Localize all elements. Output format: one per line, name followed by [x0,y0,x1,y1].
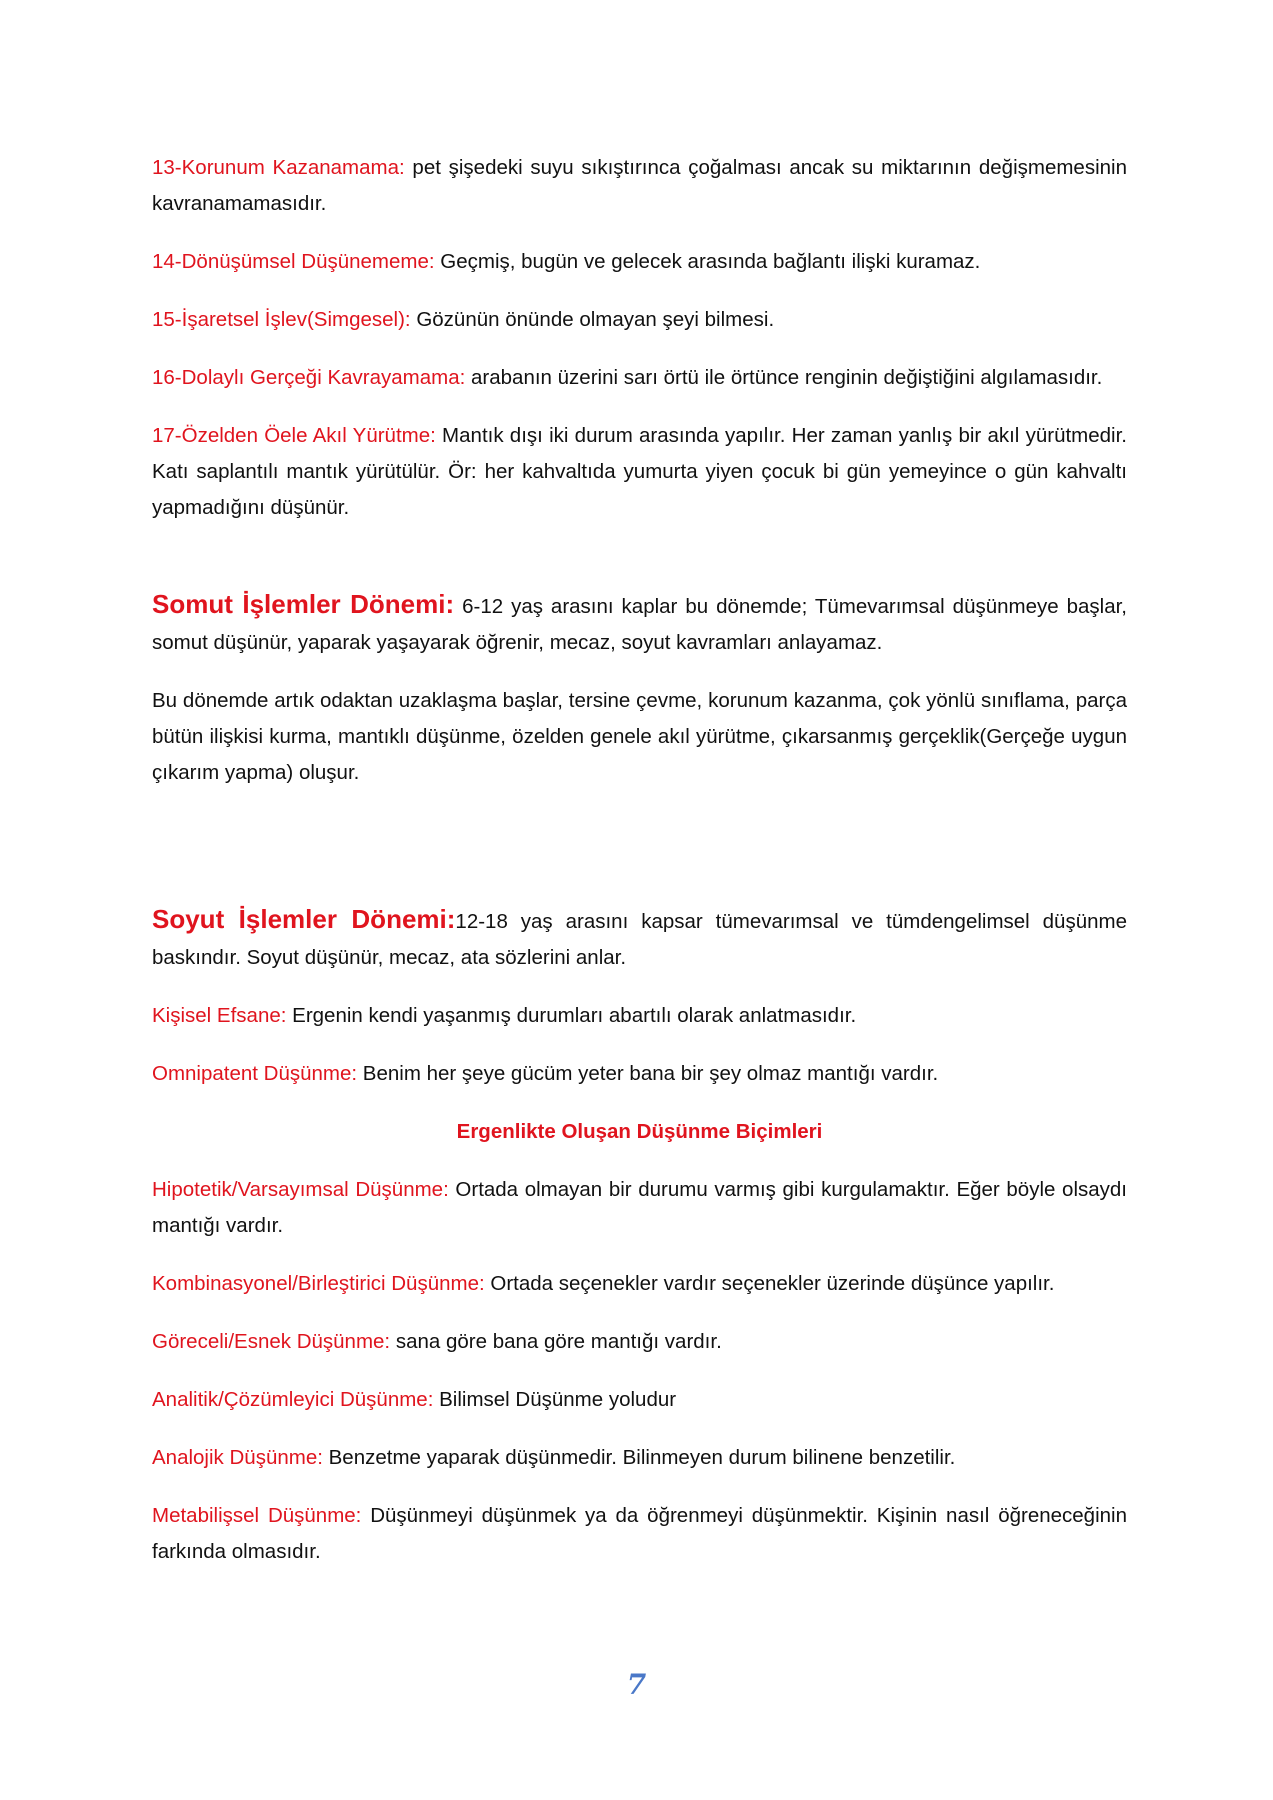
item-analitik [152,1382,1127,1418]
soyut-text: 12-18 yaş arasını kapsar tümevarımsal ve tümdengelimsel düşünme baskındır. Soyut düşünür, mecaz, ata sözlerini anlar. [152,910,1127,969]
item-donusumsel [152,244,1127,280]
item-kombinasyonel [152,1266,1127,1302]
item-analojik [152,1440,1127,1476]
definition: Geçmiş, bugün ve gelecek arasında bağlantı ilişki kuramaz. [434,250,981,273]
definition: sana göre bana göre mantığı vardır. [390,1330,722,1353]
item-korunum [152,150,1127,222]
item-omnipatent [152,1056,1127,1092]
definition: Benzetme yaparak düşünmedir. Bilinmeyen durum bilinene benzetilir. [322,1446,956,1469]
soyut-section [152,901,1127,976]
item-goreceli [152,1324,1127,1360]
page-number: 7 [626,1668,647,1701]
definition: Ergenin kendi yaşanmış durumları abartılı olarak anlatmasıdır. [286,1004,857,1027]
definition: Gözünün önünde olmayan şeyi bilmesi. [410,308,775,331]
term: Omnipatent Düşünme: [152,1062,358,1085]
definition: Benim her şeye gücüm yeter bana bir şey olmaz mantığı vardır. [357,1062,939,1085]
term: Hipotetik/Varsayımsal Düşünme: [152,1178,449,1201]
definition: Ortada seçenekler vardır seçenekler üzerinde düşünce yapılır. [484,1272,1055,1295]
item-dolayli [152,360,1127,396]
item-ozelden [152,418,1127,526]
spacer [152,548,1127,586]
spacer [152,813,1127,901]
definition: Düşünmeyi düşünmek ya da öğrenmeyi düşünmektir. Kişinin nasıl öğreneceğinin farkında olmasıdır. [152,1504,1127,1563]
term: Metabilişsel Düşünme: [152,1504,362,1527]
definition: pet şişedeki suyu sıkıştırınca çoğalması ancak su miktarının değişmemesinin kavranamamasıdır. [152,156,1127,215]
term: 16-Dolaylı Gerçeği Kavrayamama: [152,366,466,389]
document-page [152,150,1127,1592]
definition: Bilimsel Düşünme yoludur [433,1388,677,1411]
term: 13-Korunum Kazanamama: [152,156,405,179]
item-metabilissel [152,1498,1127,1570]
definition: Ortada olmayan bir durumu varmış gibi kurgulamaktır. Eğer böyle olsaydı mantığı vardır. [152,1178,1127,1237]
item-hipotetik [152,1172,1127,1244]
item-isaretsel [152,302,1127,338]
term: Analojik Düşünme: [152,1446,323,1469]
term: Göreceli/Esnek Düşünme: [152,1330,391,1353]
section-title: Ergenlikte Oluşan Düşünme Biçimleri [456,1120,823,1143]
term: 14-Dönüşümsel Düşünememe: [152,250,435,273]
definition: Mantık dışı iki durum arasında yapılır. Her zaman yanlış bir akıl yürütmedir. Katı saplantılı mantık yürütülür. Ör: her kahvaltıda yumurta yiyen çocuk bi gün yemeyince o gün kahvaltı yapmadığını düşünür. [152,424,1127,519]
soyut-heading: Soyut İşlemler Dönemi: [152,904,456,934]
definition: arabanın üzerini sarı örtü ile örtünce renginin değiştiğini algılamasıdır. [465,366,1103,389]
item-kisisel-efsane [152,998,1127,1034]
somut-text: 6-12 yaş arasını kaplar bu dönemde; Tümevarımsal düşünmeye başlar, somut düşünür, yaparak yaşayarak öğrenir, mecaz, soyut kavramları anlayamaz. [152,595,1128,654]
somut-paragraph-2: Bu dönemde artık odaktan uzaklaşma başlar, tersine çevme, korunum kazanma, çok yönlü sınıflama, parça bütün ilişkisi kurma, mantıklı düşünme, özelden genele akıl yürütme, çıkarsanmış gerçeklik(Gerçeğe uygun çıkarım yapma) oluşur. [152,689,1127,784]
term: 17-Özelden Öele Akıl Yürütme: [152,424,436,447]
somut-heading: Somut İşlemler Dönemi: [152,589,455,619]
term: 15-İşaretsel İşlev(Simgesel): [152,308,411,331]
term: Analitik/Çözümleyici Düşünme: [152,1388,434,1411]
somut-section [152,586,1127,661]
term: Kombinasyonel/Birleştirici Düşünme: [152,1272,485,1295]
term: Kişisel Efsane: [152,1004,287,1027]
